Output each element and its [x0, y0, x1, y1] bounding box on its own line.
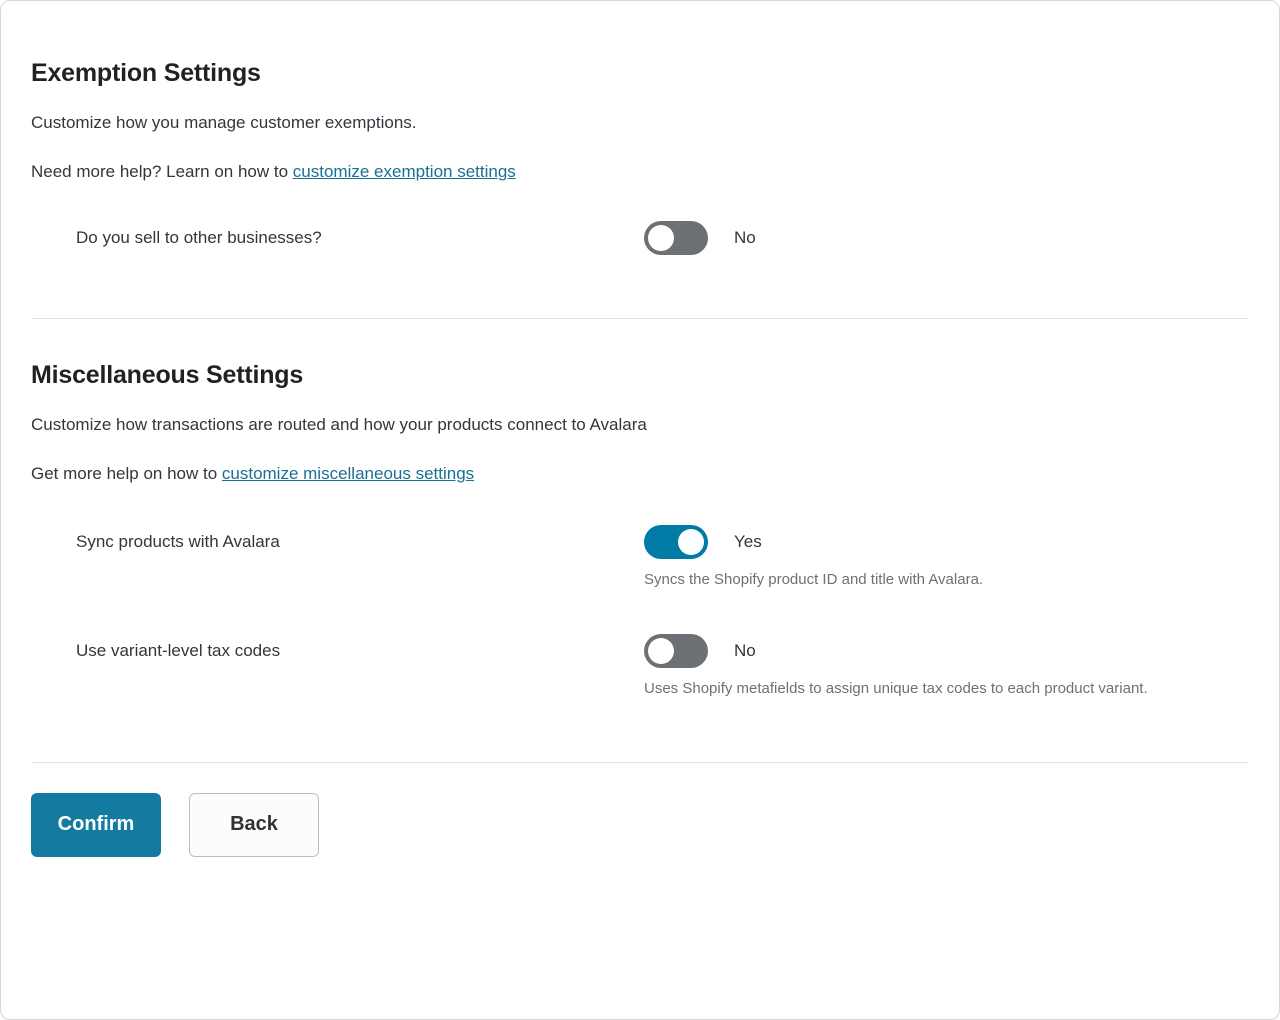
exemption-help-line [31, 162, 1249, 182]
miscellaneous-help-link[interactable]: customize miscellaneous settings [221, 464, 475, 484]
miscellaneous-title: Miscellaneous Settings [31, 360, 304, 389]
control-line-variant-tax-codes [644, 634, 1249, 668]
miscellaneous-bottom-spacer [31, 698, 1249, 762]
toggle-knob-icon [648, 638, 674, 664]
control-line-sell-to-businesses [644, 221, 1249, 255]
misc-title-wrap [31, 319, 1249, 390]
toggle-value-variant-tax-codes: No [734, 640, 756, 660]
row-variant-tax-codes [31, 634, 1249, 698]
miscellaneous-help-prefix: Get more help on how to [31, 464, 222, 484]
toggle-value-sell-to-businesses: No [734, 227, 756, 247]
row-label-sync-products: Sync products with Avalara [76, 531, 280, 551]
toggle-knob-icon [678, 529, 704, 555]
note-variant-tax-codes: Uses Shopify metafields to assign unique tax codes to each product variant. [644, 679, 1148, 697]
miscellaneous-description: Customize how transactions are routed and how your products connect to Avalara [31, 414, 647, 434]
row-sell-to-businesses [31, 221, 1249, 255]
toggle-sync-products[interactable] [644, 525, 708, 559]
toggle-variant-tax-codes[interactable] [644, 634, 708, 668]
exemption-settings-section [1, 1, 1279, 318]
exemption-description: Customize how you manage customer exemptions. [31, 113, 417, 132]
miscellaneous-settings-section [1, 319, 1279, 762]
note-sync-products: Syncs the Shopify product ID and title with Avalara. [644, 570, 984, 588]
toggle-sell-to-businesses[interactable] [644, 221, 708, 255]
control-sell-to-businesses [644, 221, 1249, 255]
exemption-title-wrap [31, 1, 1249, 88]
control-sync-products [644, 525, 1249, 589]
page-title: Exemption Settings [31, 59, 261, 87]
control-line-sync-products [644, 525, 1249, 559]
row-sync-products [31, 525, 1249, 589]
control-variant-tax-codes [644, 634, 1249, 698]
footer-actions [1, 763, 1279, 857]
row-label-sell-to-businesses: Do you sell to other businesses? [76, 227, 322, 247]
exemption-help-link[interactable]: customize exemption settings [292, 162, 516, 182]
back-button[interactable]: Back [189, 793, 319, 857]
toggle-knob-icon [648, 225, 674, 251]
toggle-value-sync-products: Yes [734, 531, 762, 551]
exemption-help-prefix: Need more help? Learn on how to [31, 162, 293, 182]
confirm-button[interactable]: Confirm [31, 793, 161, 857]
row-label-variant-tax-codes: Use variant-level tax codes [76, 640, 281, 660]
miscellaneous-help-line [31, 464, 1249, 484]
exemption-bottom-spacer [31, 255, 1249, 318]
